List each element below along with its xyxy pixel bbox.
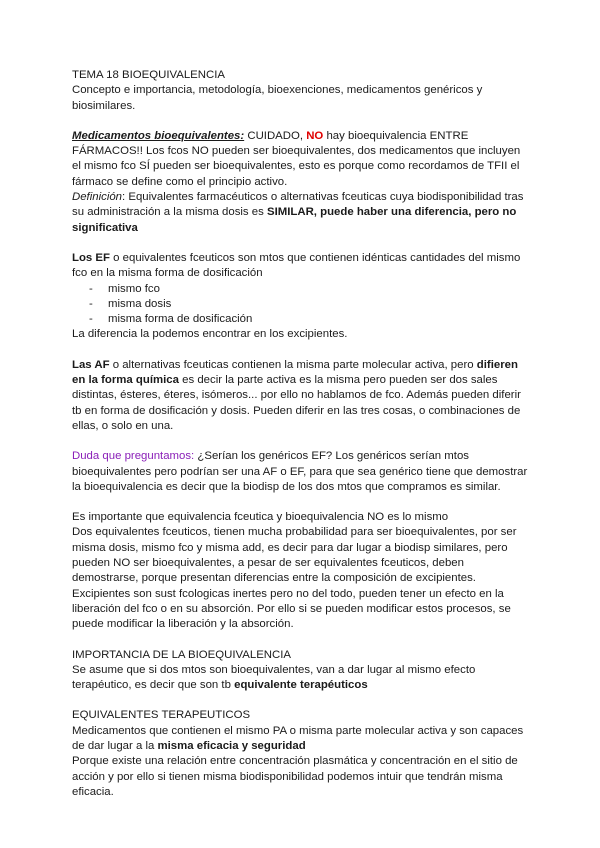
paragraph-therapeutic <box>72 724 532 755</box>
paragraph-bioequivalent-drugs <box>72 129 532 190</box>
text-segment: CUIDADO, <box>244 129 307 142</box>
heading-importance: IMPORTANCIA DE LA BIOEQUIVALENCIA <box>72 648 292 661</box>
bold-segment: Las AF <box>72 358 110 371</box>
text-segment: ¿Serían los genéricos EF? Los genéricos serían mtos bioequivalentes pero podrían ser una AF o EF, para que sea genérico tiene que demostrar la bioequivalencia es decir que la biodisp de los dos mtos que compramos es similar. <box>72 450 528 493</box>
definition-label: Definición <box>72 191 123 204</box>
list-item: - misma dosis <box>89 297 532 312</box>
paragraph-definition <box>72 190 532 236</box>
paragraph-equivalents: Dos equivalentes fceuticos, tienen mucha probabilidad para ser bioequivalentes, por ser misma dosis, mismo fco y misma add, es decir para dar lugar a biodisp similares, pero pueden NO ser bioequivalentes, a pesar de ser equivalentes fceuticos, deben demostrarse, porque presentan diferencias entre la composición de excipientes. Excipientes son sust fcologicas inertes pero no del todo, pueden tener un efecto en la liberación del fco o en su absorción. Por ello si se pueden modificar estos procesos, se puede modificar la liberación y la absorción. <box>72 526 517 631</box>
text-segment: o equivalentes fceuticos son mtos que contienen idénticas cantidades del mismo fco en la misma forma de dosificación <box>72 251 521 280</box>
heading-therapeutic: EQUIVALENTES TERAPEUTICOS <box>72 709 251 722</box>
text-segment: Se asume que si dos mtos son bioequivalentes, van a dar lugar al mismo efecto terapéutico, es decir que son tb <box>72 663 476 692</box>
question-label: Duda que preguntamos: <box>72 450 195 463</box>
paragraph-importance <box>72 663 532 694</box>
bold-segment: difieren en la forma química <box>72 358 518 387</box>
doc-subtitle: Concepto e importancia, metodología, bioexenciones, medicamentos genéricos y biosimilares. <box>72 84 483 112</box>
text-segment: Medicamentos que contienen el mismo PA o misma parte molecular activa y son capaces de dar lugar a la <box>72 724 524 752</box>
text-segment: es decir la parte activa es la misma pero pueden ser dos sales distintas, ésteres, éteres, isómeros... por ello no hablamos de fco. Además pueden diferir tb en forma de dosificación y dosis. Pueden diferir en las tres cosas, o combinaciones de ellas, o solo en una. <box>72 374 521 432</box>
paragraph-ef <box>72 251 532 282</box>
term-bioequivalent: Medicamentos bioequivalentes: <box>72 129 245 142</box>
bold-segment: misma eficacia y seguridad <box>157 739 306 752</box>
bold-segment: equivalente terapéuticos <box>234 679 368 692</box>
paragraph-af <box>72 358 532 434</box>
doc-title: TEMA 18 BIOEQUIVALENCIA <box>72 69 225 81</box>
list-item: - misma forma de dosificación <box>89 312 532 327</box>
no-highlight: NO <box>306 129 324 142</box>
text-segment: o alternativas fceuticas contienen la misma parte molecular activa, pero <box>109 358 477 371</box>
list-item: - mismo fco <box>89 282 532 297</box>
paragraph-excipients: La diferencia la podemos encontrar en los excipientes. <box>72 328 348 341</box>
bold-segment: Los EF <box>72 251 110 264</box>
ef-list <box>72 282 532 328</box>
document-page <box>72 68 532 800</box>
paragraph-relationship: Porque existe una relación entre concentración plasmática y concentración en el sitio de acción y por ello si tienen misma biodisponibilidad podemos intuir que tendrán misma eficacia. <box>72 755 518 798</box>
paragraph-important: Es importante que equivalencia fceutica y bioequivalencia NO es lo mismo <box>72 511 449 524</box>
text-segment: : Equivalentes farmacéuticos o alternativas fceuticas cuya biodisponibilidad tras su administración a la misma dosis es <box>72 191 524 219</box>
paragraph-question <box>72 449 532 495</box>
text-segment: hay bioequivalencia ENTRE FÁRMACOS!! Los fcos NO pueden ser bioequivalentes, dos medicamentos que incluyen el mismo fco SÍ pueden ser bioequivalentes, esto es porque como recordamos de TFII el fármaco se define como el principio activo. <box>72 129 521 188</box>
bold-segment: SIMILAR, puede haber una diferencia, pero no significativa <box>72 206 517 234</box>
